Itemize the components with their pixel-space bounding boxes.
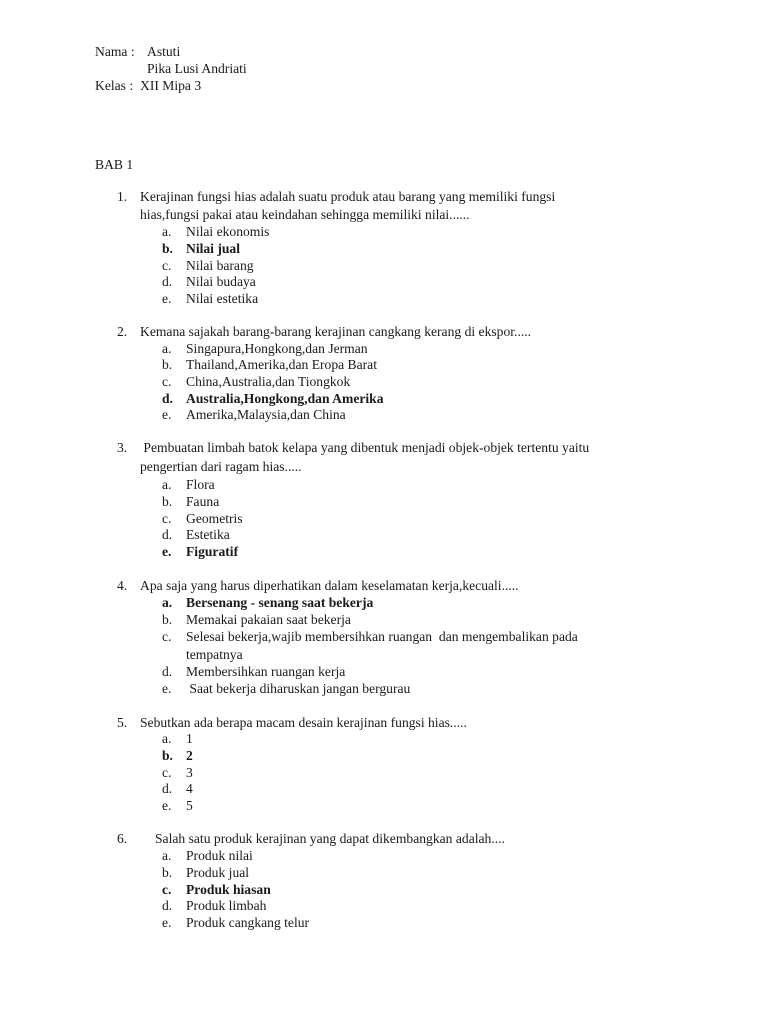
question-3-option-e-answer: e. Figuratif: [162, 544, 239, 559]
question-5-number: 5.: [117, 715, 128, 730]
question-5-option-d: d. 4: [162, 781, 193, 796]
nama-label: Nama :: [95, 44, 135, 59]
question-2-text-line-1: Kemana sajakah barang-barang kerajinan cangkang kerang di ekspor.....: [140, 324, 532, 339]
question-2-option-e: e. Amerika,Malaysia,dan China: [162, 407, 346, 422]
student-name-2: Pika Lusi Andriati: [147, 61, 247, 76]
question-3-number: 3.: [117, 440, 128, 455]
question-4-number: 4.: [117, 578, 128, 593]
question-5-option-b-answer: b. 2: [162, 748, 193, 763]
question-5-option-e: e. 5: [162, 798, 193, 813]
question-6-option-d: d. Produk limbah: [162, 898, 267, 913]
question-4-option-d: d. Membersihkan ruangan kerja: [162, 664, 346, 679]
question-3-option-a: a. Flora: [162, 477, 215, 492]
question-6-option-c-answer: c. Produk hiasan: [162, 882, 271, 897]
question-4-option-a-answer: a. Bersenang - senang saat bekerja: [162, 595, 374, 610]
question-1-option-d: d. Nilai budaya: [162, 274, 256, 289]
question-3-option-b: b. Fauna: [162, 494, 220, 509]
student-name-1: Astuti: [147, 44, 181, 59]
question-4-text-line-1: Apa saja yang harus diperhatikan dalam keselamatan kerja,kecuali.....: [140, 578, 519, 593]
question-4-option-c-continuation: tempatnya: [186, 647, 243, 662]
question-2-option-a: a. Singapura,Hongkong,dan Jerman: [162, 341, 368, 356]
question-1-option-b-answer: b. Nilai jual: [162, 241, 241, 256]
question-6-number: 6.: [117, 831, 128, 846]
question-1-option-e: e. Nilai estetika: [162, 291, 259, 306]
question-1-option-c: c. Nilai barang: [162, 258, 254, 273]
question-2-option-c: c. China,Australia,dan Tiongkok: [162, 374, 351, 389]
question-6-option-b: b. Produk jual: [162, 865, 250, 880]
question-5-text-line-1: Sebutkan ada berapa macam desain kerajinan fungsi hias.....: [140, 715, 467, 730]
question-2-option-b: b. Thailand,Amerika,dan Eropa Barat: [162, 357, 377, 372]
question-1-text-line-2: hias,fungsi pakai atau keindahan sehingga memiliki nilai......: [140, 207, 470, 222]
question-4-option-b: b. Memakai pakaian saat bekerja: [162, 612, 351, 627]
question-4-option-e: e. Saat bekerja diharuskan jangan bergurau: [162, 681, 411, 696]
question-3-option-d: d. Estetika: [162, 527, 230, 542]
question-1-option-a: a. Nilai ekonomis: [162, 224, 270, 239]
question-2-option-d-answer: d. Australia,Hongkong,dan Amerika: [162, 391, 384, 406]
kelas-label: Kelas :: [95, 78, 134, 93]
question-6-text-line-1: Salah satu produk kerajinan yang dapat dikembangkan adalah....: [155, 831, 505, 846]
question-3-text-line-1: Pembuatan limbah batok kelapa yang dibentuk menjadi objek-objek tertentu yaitu: [140, 440, 590, 455]
question-1-text-line-1: Kerajinan fungsi hias adalah suatu produk atau barang yang memiliki fungsi: [140, 189, 556, 204]
question-1-number: 1.: [117, 189, 128, 204]
section-title: BAB 1: [95, 157, 134, 172]
question-4-option-c: c. Selesai bekerja,wajib membersihkan ruangan dan mengembalikan pada: [162, 629, 578, 644]
question-6-option-a: a. Produk nilai: [162, 848, 253, 863]
question-2-number: 2.: [117, 324, 128, 339]
question-6-option-e: e. Produk cangkang telur: [162, 915, 310, 930]
question-3-option-c: c. Geometris: [162, 511, 243, 526]
question-5-option-a: a. 1: [162, 731, 193, 746]
kelas-value: XII Mipa 3: [140, 78, 202, 93]
question-5-option-c: c. 3: [162, 765, 193, 780]
question-3-text-line-2: pengertian dari ragam hias.....: [140, 459, 302, 474]
